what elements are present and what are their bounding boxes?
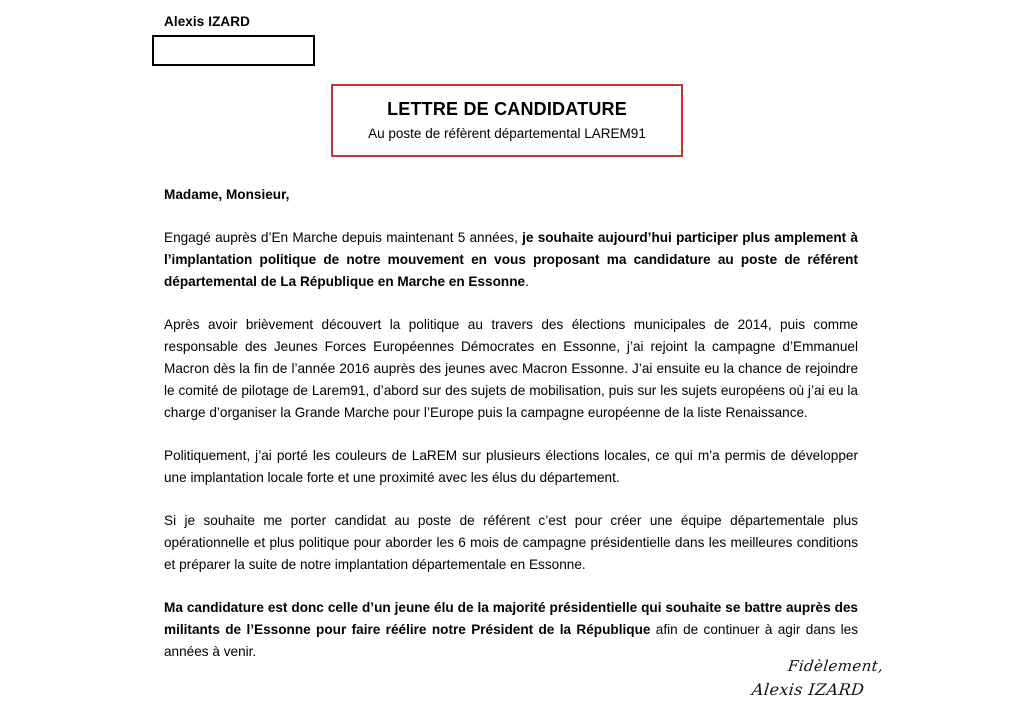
signature-closing: Fidèlement,: [787, 657, 885, 675]
letter-title: LETTRE DE CANDIDATURE: [387, 98, 627, 119]
paragraph-1: [164, 227, 858, 293]
paragraph-1-tail: .: [525, 274, 529, 290]
paragraph-5: [164, 597, 858, 663]
sender-name: Alexis IZARD: [164, 14, 250, 29]
salutation: Madame, Monsieur,: [164, 187, 290, 202]
signature-name: Alexis IZARD: [751, 680, 866, 700]
paragraph-4: Si je souhaite me porter candidat au poste de référent c’est pour créer une équipe départementale plus opérationnelle et plus politique pour aborder les 6 mois de campagne présidentielle dans les meilleures conditions et préparer la suite de notre implantation départementale en Essonne.: [164, 513, 858, 573]
paragraph-3: Politiquement, j’ai porté les couleurs de LaREM sur plusieurs élections locales, ce qui m’a permis de développer une implantation locale forte et une proximité avec les élus du département.: [164, 448, 858, 486]
paragraph-1-emphasis: je souhaite aujourd’hui participer plus amplement à l’implantation politique de notre mouvement en vous proposant ma candidature au poste de référent départemental de La République en Marche en Essonne: [164, 230, 858, 290]
letter-subtitle: Au poste de réfèrent départemental LAREM91: [368, 126, 646, 142]
paragraph-5-emphasis: Ma candidature est donc celle d’un jeune élu de la majorité présidentielle qui souhaite se battre auprès des militants de l’Essonne pour faire réélire notre Président de la République: [164, 600, 858, 638]
paragraph-1-lead: Engagé auprès d’En Marche depuis maintenant 5 années,: [164, 230, 523, 246]
title-block: [331, 84, 683, 157]
signature-block: [730, 655, 960, 703]
paragraph-5-tail: afin de continuer à agir dans les années à venir.: [164, 622, 858, 660]
address-box: [152, 35, 315, 66]
letter-body: [164, 184, 858, 663]
paragraph-2: Après avoir brièvement découvert la politique au travers des élections municipales de 2014, puis comme responsable des Jeunes Forces Européennes Démocrates en Essonne, j’ai rejoint la campagne d’Emmanuel Macron dès la fin de l’année 2016 auprès des jeunes avec Macron Essonne. J’ai ensuite eu la chance de rejoindre le comité de pilotage de Larem91, d’abord sur des sujets de mobilisation, puis sur les sujets européens où j’ai eu la charge d’organiser la Grande Marche pour l’Europe puis la campagne européenne de la liste Renaissance.: [164, 317, 858, 421]
